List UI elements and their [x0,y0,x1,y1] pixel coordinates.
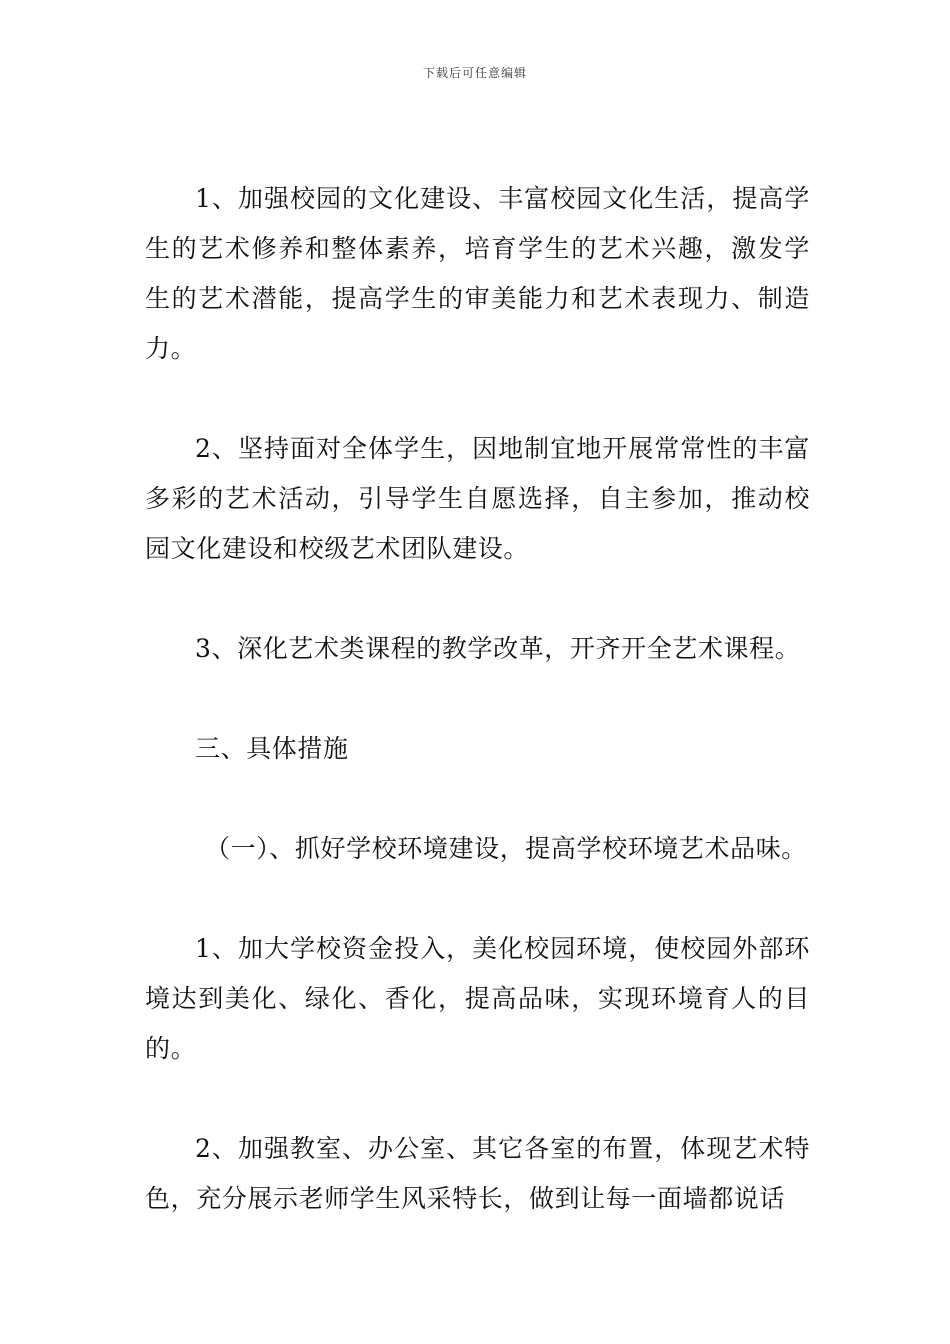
paragraph-measure-1: 1、加大学校资金投入，美化校园环境，使校园外部环境达到美化、绿化、香化，提高品味，实现环境育人的目的。 [145,934,810,1063]
paragraph-measure-2: 2、加强教室、办公室、其它各室的布置，体现艺术特色，充分展示老师学生风采特长，做到让每一面墙都说话 [145,1134,810,1213]
paragraph-goal-3: 3、深化艺术类课程的教学改革，开齐开全艺术课程。 [195,634,801,663]
subsection-heading: （一）、抓好学校环境建设，提高学校环境艺术品味。 [205,834,807,863]
paragraph-goal-1: 1、加强校园的文化建设、丰富校园文化生活，提高学生的艺术修养和整体素养，培育学生的艺术兴趣，激发学生的艺术潜能，提高学生的审美能力和艺术表现力、制造力。 [145,184,810,363]
section-heading: 三、具体措施 [195,734,349,763]
paragraph-goal-2: 2、坚持面对全体学生，因地制宜地开展常常性的丰富多彩的艺术活动，引导学生自愿选择，自主参加，推动校园文化建设和校级艺术团队建设。 [145,434,810,563]
document-body [145,174,810,1274]
header-note: 下载后可任意编辑 [422,66,527,80]
